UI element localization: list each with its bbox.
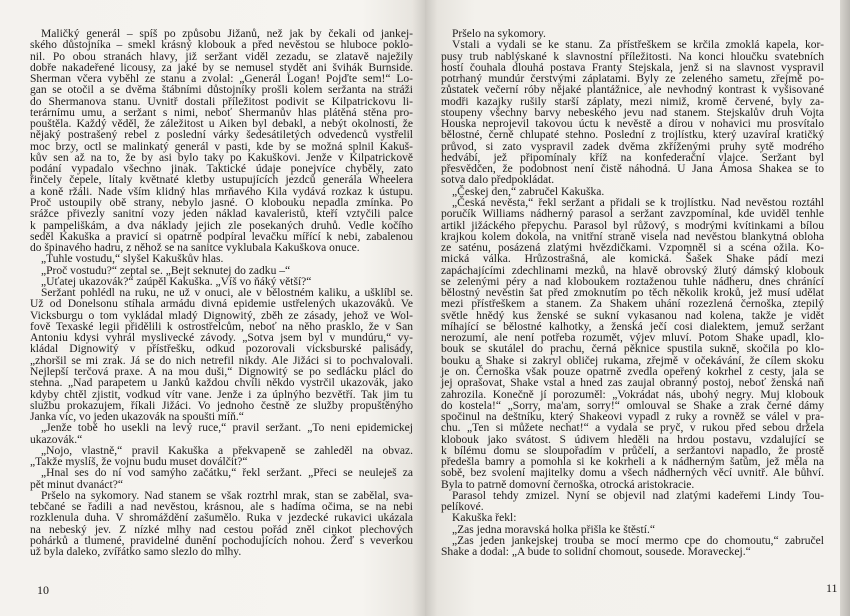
- right-page: [425, 0, 840, 616]
- text-line: Antoniu kdysi vyhrál myslivecké závody. „Sotva jsem byl v mundúru,“ vy-: [30, 332, 413, 345]
- text-line: mická válka. Hrůzostrašná, ale komická. Šašek Shake pádí mezi: [441, 253, 824, 266]
- text-line: Pršelo na sykomory. Nad stanem se však roztrhl mrak, stan se zabělal, sva-: [41, 489, 413, 502]
- text-line: do kostela!“ „Sorry, ma'am, sorry!“ omlouval se Shake a zrak černé dámy: [441, 399, 824, 412]
- text-line: „Českej den,“ zabručel Kakuška.: [452, 185, 605, 198]
- text-line: krajkou kolem dokola, na vnitřní straně visela nad nevěstou blankytná obloha: [441, 230, 824, 243]
- text-line: ze saténu, posázená zlatými hvězdičkami. Vzpomněl si a scéna ožila. Ko-: [441, 242, 824, 255]
- text-line: poručík Williams nádherný parasol a seržant zavzpomínal, kde uviděl tenhle: [441, 208, 824, 221]
- text-line: na nebeský jev. Z nízké mlhy nad cestou pořád zněl cinkot plechových: [30, 523, 413, 536]
- text-line: průvod, si zato vyspravil zadek dvěma zkříženými pruhy sytě modrého: [441, 140, 824, 153]
- text-line: hostí čouhala dlouhá postava Franty Stejskala, jenž si na slavnost vyspravil: [441, 61, 824, 74]
- text-line: bouku a Shake si zakryl obličej rukama, zřejmě v očekávání, že cílem skoku: [441, 354, 824, 367]
- text-line: už byla daleko, zvířátko samo slezlo do mlhy.: [30, 546, 242, 559]
- text-line: terárnímu umu, a seržant s nimi, neboť Shermanův hlas plátěná stěna pro-: [30, 106, 413, 119]
- text-line: fově Texaské legii přidělili k ostrostřelcům, neboť na něho prasklo, že v San: [30, 320, 413, 333]
- text-line: stehna. „Nad parapetem u Janků každou chvíli někdo vystrčil ukazovák, jako: [30, 377, 413, 390]
- text-line: do Shermanova stanu. Uvnitř dostali příležitost podivit se Kilpatrickovu li-: [30, 95, 413, 108]
- text-line: nil. Po obou stranách hlavy, již seržant viděl zezadu, se zlatavě naježily: [30, 50, 413, 63]
- text-line: zahrozila. Konečně jí porozuměl: „Vokrádat nás, ubohý negry. Muj klobouk: [441, 388, 824, 401]
- text-line: dobře nakadeřené licousy, za jaké by se nemusel stydět ani švihák Burnside.: [30, 61, 413, 74]
- text-line: zůstatek večerní róby nějaké plantážnice, ale nevhodný kontrast k vyšisované: [441, 84, 824, 97]
- text-line: seděl Kakuška a pravicí si opatrně podpíral levačku mířící k nebi, zabalenou: [30, 230, 413, 243]
- text-line: „Uťatej ukazovák?“ zaúpěl Kakuška. „Víš vo ňáký větší?“: [41, 275, 312, 288]
- text-line: moc brzy, octl se malinkatý generál v pasti, kde by se možná splnil Kakuš-: [30, 140, 413, 153]
- text-line: hedvábí, jež připomínaly kříž na konfederační vlajce. Seržant byl: [441, 151, 824, 164]
- text-line: mezi přístřeškem a stanem. Za Shakem uhání rozezlená černoška, ztepilý: [441, 298, 824, 311]
- text-line: bělostný nevěstin šat před zmoknutím po těch několik kroků, jež musí udělat: [441, 287, 824, 300]
- text-line: světle hnědý kus ženské se sukní vykasanou nad kolena, takže je vidět: [441, 309, 824, 322]
- page-number-left: 10: [37, 583, 49, 597]
- text-line: klobouk jako svátost. S údivem hleděli na hrdou postavu, vzdalující se: [441, 433, 824, 446]
- text-line: kdyby chtěl zjistit, vodkud vítr vane. Jenže i za úplnýho bezvětří. Tak jim tu: [30, 388, 413, 401]
- text-line: Parasol tehdy zmizel. Nyní se objevil nad zlatými kadeřemi Lindy Tou-: [452, 489, 824, 502]
- text-line: gan se otočil a se dvěma štábními důstojníky prošli kolem seržanta na stráži: [30, 84, 413, 97]
- text-line: a koně ržáli. Nade vším klidný hlas mrňavého Kila vydává rozkaz k ústupu.: [30, 185, 413, 198]
- text-line: zapáchajícími zdechlinami mezků, na hlavě obrovský žlutý dámský klobouk: [441, 264, 824, 277]
- text-line: je on. Černoška však pouze opatrně zvedla opeřený kokrhel z cesty, jala se: [441, 365, 824, 378]
- left-page-text: [30, 29, 413, 558]
- text-line: Nejlepší terčová praxe. A na mou duši,“ Dignowitý se po sedlácku plácl do: [30, 365, 413, 378]
- text-line: srážce přivezly sanitní vozy jeden náklad kavaleristů, kteří vztyčili palce: [30, 208, 413, 221]
- text-line: předešla bamry a pomohla si ke kokrheli a k nádherným šatům, jež měla na: [441, 456, 824, 469]
- text-line: „Takže myslíš, že vojnu budu muset doválčit?“: [30, 456, 248, 469]
- text-line: artikl jižáckého přepychu. Parasol byl růžový, s modrými kvítinkami a bílou: [441, 219, 824, 232]
- text-line: jej oprašovat, Shake vstal a hned zas zaujal obranný postoj, neboť ženská naň: [441, 377, 824, 390]
- text-line: míhající se bělostné kalhotky, a ženská ječí cosi dialektem, jemuž seržant: [441, 320, 824, 333]
- text-line: nerozumí, ale není potřeba rozumět, výjev mluví. Potom Shake upadl, klo-: [441, 332, 824, 345]
- text-line: Maličký generál – spíš po způsobu Jižanů, než jak by čekali od jankej-: [41, 28, 413, 40]
- text-line: tebčané se řadili a nad nevěstou, krásnou, ale s hadíma očima, se na nebi: [30, 501, 413, 514]
- text-line: Seržant pohlédl na ruku, ne už v onuci, ale v bělostném kaliku, a ušklíbl se.: [41, 287, 413, 300]
- text-line: „Jenže tobě ho usekli na levý ruce,“ pravil seržant. „To neni epidemickej: [41, 422, 413, 435]
- text-line: pelíkové.: [441, 501, 484, 514]
- text-line: službu prokazujem, říkali Jižáci. Vo jednoho čestně ze služby propuštěnýho: [30, 399, 413, 412]
- text-line: k pampeliškám, a dva náklady jejich zle posekaných druhů. Vedle kočího: [30, 219, 413, 232]
- text-line: ského důstojníka – smekl krásný klobouk a před nevěstou se hluboce poklo-: [30, 39, 413, 52]
- text-line: „Hnal ses do ní vod samýho začátku,“ řekl seržant. „Přeci se neuleješ za: [41, 467, 413, 480]
- text-line: sotva dalo předpokládat.: [441, 174, 555, 187]
- text-line: „Zas jedna moravská holka přišla ke štěstí.“: [452, 523, 655, 536]
- right-page-text: [441, 29, 824, 558]
- text-line: se zelenými péry a nad kloboukem roztaženou tuhle nádheru, dnes chránící: [441, 275, 824, 288]
- book-edge: [840, 0, 850, 616]
- text-line: Kakuška řekl:: [452, 512, 517, 525]
- text-line: sobě, bez svolení majitelky domu a všech nádherných věcí uvnitř. Ale bůhví.: [441, 467, 824, 480]
- text-line: stoupeny všechny barvy nebeského jevu nad stanem. Stejskalův druh Vojta: [441, 106, 824, 119]
- text-line: k bílému domu se sloupořadím v průčelí, a seržantovi napadlo, že prostě: [441, 444, 824, 457]
- text-line: modři kazajky rušily starší záplaty, mezi nimiž, kromě červené, byly za-: [441, 95, 824, 108]
- text-line: kův sen až na to, že by asi bylo taky po Kakuškovi. Jenže v Kilpatrickově: [30, 151, 413, 164]
- text-line: Janka víc, vo jeden ukazovák na spoušti míň.“: [30, 411, 244, 424]
- text-line: ukazovák.“: [30, 433, 83, 446]
- text-line: rozklenula duha. V shromáždění zašumělo. Ruka v jezdecké rukavici ukázala: [30, 512, 413, 525]
- text-line: kládal Dignowitý v přístřešku, odkud pozorovali vicksburské palisády,: [30, 343, 413, 356]
- text-line: bělostné, černě chlupaté stehno. Poslední z trojlístku, který uzavíral kratičký: [441, 129, 824, 142]
- text-line: „zhoršil se mi zrak. Já se do nich netrefil nikdy. Ale Jižáci si to pochvalovali.: [30, 354, 413, 367]
- text-line: „Česká nevěsta,“ řekl seržant a přidali se k trojlístku. Nad nevěstou roztáhl: [452, 196, 824, 209]
- text-line: chu. „Ten si můžete nechat!“ a vydala se pryč, v rukou před sebou držela: [441, 422, 824, 435]
- text-line: přesvědčen, že podobnost není čistě náhodná. U Jana Ámosa Shakea se to: [441, 163, 824, 176]
- text-line: nějaký postrašený rebel z poslední várky šedesátiletých odvedenců vystřelil: [30, 129, 413, 142]
- text-line: pět minut dvanáct?“: [30, 478, 123, 491]
- text-line: Sherman včera vyběhl ze stanu a zvolal: „Generál Logan! Pojďte sem!“ Lo-: [30, 73, 413, 86]
- text-line: pouštěla. Každý věděl, že záležitost u Aiken byl debakl, a nebýt okolnosti, že: [30, 118, 413, 131]
- text-line: do špinavého hadru, z něhož se na sanitce vyklubala Kakuškova onuce.: [30, 242, 360, 255]
- text-line: podání vypadalo všechno jinak. Taktické údaje ponejvíce chyběly, zato: [30, 163, 413, 176]
- text-line: Pršelo na sykomory.: [452, 28, 546, 40]
- text-line: „Proč vostudu?“ zeptal se. „Bejt seknutej do zadku –“: [41, 264, 291, 277]
- text-line: spočinul na deštníku, který Shakeovi vypadl z ruky a rovněž se válel v pra-: [441, 411, 824, 424]
- text-line: Už od Donelsonu stíhala armádu divná epidemie ustřelených ukazováků. Ve: [30, 298, 413, 311]
- text-line: pusy trub nablýskané k slavnostní příležitosti. Na konci hloučku svatebních: [441, 50, 824, 63]
- text-line: Vicksburgu o tom vykládal mladý Dignowitý, zběh ze zásady, jehož ve Wol-: [30, 309, 413, 322]
- text-line: bouk se skutálel do prachu, černá pěknice spustila sukně, skočila po klo-: [441, 343, 824, 356]
- text-line: Proč ustoupily obě strany, nebylo jasné. O klobouku nepadla zmínka. Po: [30, 196, 413, 209]
- text-line: Byla to patrně domovní černoška, otrocká aristokracie.: [441, 478, 695, 491]
- page-number-right: 11: [826, 581, 838, 595]
- text-line: potrhaný mundúr čerstvými záplatami. Byly ze zeleného sametu, zřejmě po-: [441, 73, 824, 86]
- text-line: Vstali a vydali se ke stanu. Za přístřeškem se krčila zmoklá kapela, kor-: [452, 39, 824, 52]
- text-line: „Nojo, vlastně,“ pravil Kakuška a překvapeně se zahleděl na obvaz.: [41, 444, 413, 457]
- text-line: „Zas jeden jankejskej trouba se mocí mermo cpe do chomoutu,“ zabručel: [452, 534, 824, 547]
- text-line: řinčely čepele, lítaly květnaté kletby ustupujících jezdců generála Wheelera: [30, 174, 413, 187]
- text-line: Houska neprojevil takovou úctu k nevěstě a dírou v nohavici mu prosvítalo: [441, 118, 824, 131]
- text-line: Shake a dodal: „A bude to solidní chomout, sousede. Moraveckej.“: [441, 546, 751, 559]
- text-line: „Tuhle vostudu,“ slyšel Kakuškův hlas.: [41, 253, 224, 266]
- text-line: pohárků a tlumené, pravidelné dunění pochodujících nohou. Žerď s veverkou: [30, 534, 413, 547]
